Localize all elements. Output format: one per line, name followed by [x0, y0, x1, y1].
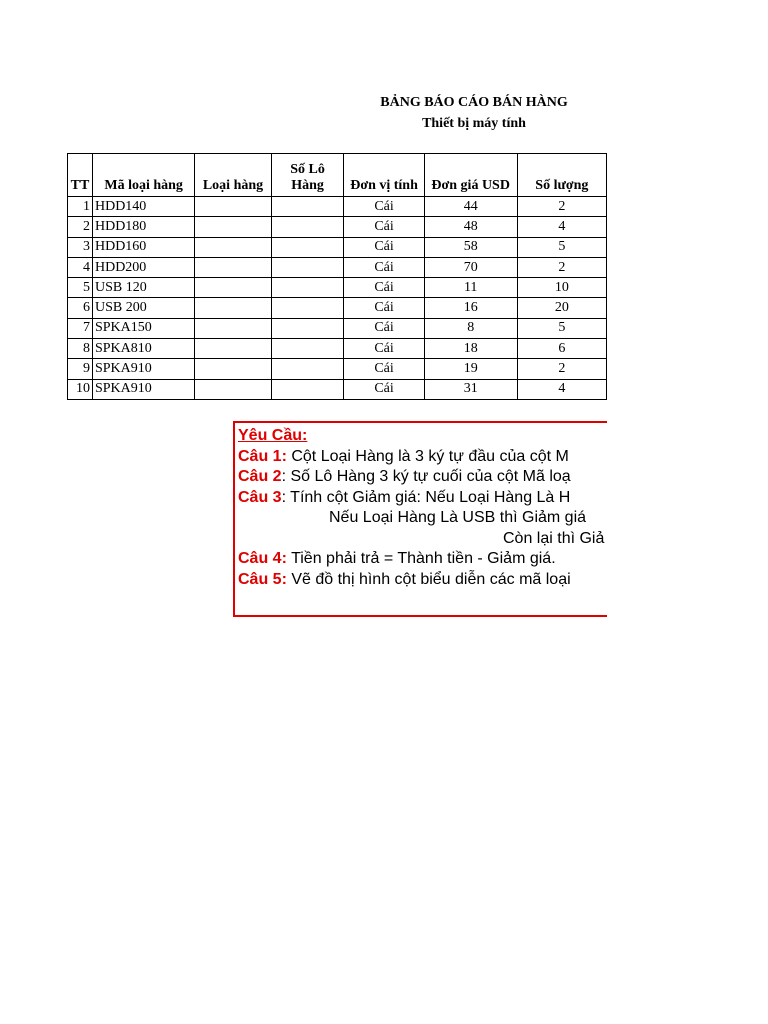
- cell-don-vi-tinh: Cái: [344, 298, 424, 318]
- cell-ma-loai-hang: USB 120: [92, 278, 194, 298]
- header-so-lo-hang: Số Lô Hàng: [271, 154, 344, 197]
- cell-loai-hang: [195, 298, 271, 318]
- cell-tt: 1: [68, 197, 93, 217]
- cell-so-lo-hang: [271, 359, 344, 379]
- cell-loai-hang: [195, 197, 271, 217]
- cell-so-luong: 2: [517, 359, 606, 379]
- cell-so-lo-hang: [271, 278, 344, 298]
- cell-so-lo-hang: [271, 197, 344, 217]
- cell-so-luong: 4: [517, 217, 606, 237]
- cell-tt: 6: [68, 298, 93, 318]
- header-don-gia-usd: Đơn giá USD: [424, 154, 517, 197]
- cell-tt: 10: [68, 379, 93, 399]
- cell-don-gia-usd: 19: [424, 359, 517, 379]
- cell-so-lo-hang: [271, 217, 344, 237]
- cell-don-vi-tinh: Cái: [344, 379, 424, 399]
- header-tt: TT: [68, 154, 93, 197]
- cell-so-lo-hang: [271, 257, 344, 277]
- table-row: [68, 278, 607, 298]
- cell-don-gia-usd: 44: [424, 197, 517, 217]
- report-subtitle: Thiết bị máy tính: [422, 116, 526, 131]
- cell-so-lo-hang: [271, 318, 344, 338]
- header-ma-loai-hang: Mã loại hàng: [92, 154, 194, 197]
- cell-don-vi-tinh: Cái: [344, 197, 424, 217]
- cell-don-vi-tinh: Cái: [344, 339, 424, 359]
- header-don-vi-tinh: Đơn vị tính: [344, 154, 424, 197]
- report-title: BẢNG BÁO CÁO BÁN HÀNG: [380, 95, 568, 110]
- q3-text: : Tính cột Giảm giá: Nếu Loại Hàng Là H: [281, 488, 571, 506]
- cell-don-vi-tinh: Cái: [344, 318, 424, 338]
- cell-tt: 8: [68, 339, 93, 359]
- cell-ma-loai-hang: SPKA910: [92, 379, 194, 399]
- cell-don-gia-usd: 16: [424, 298, 517, 318]
- cell-tt: 2: [68, 217, 93, 237]
- table-row: [68, 379, 607, 399]
- cell-loai-hang: [195, 359, 271, 379]
- cell-so-luong: 6: [517, 339, 606, 359]
- cell-ma-loai-hang: HDD180: [92, 217, 194, 237]
- cell-don-vi-tinh: Cái: [344, 217, 424, 237]
- cell-loai-hang: [195, 237, 271, 257]
- cell-don-gia-usd: 31: [424, 379, 517, 399]
- table-header-row: [68, 154, 607, 197]
- cell-tt: 4: [68, 257, 93, 277]
- requirements-box: [233, 421, 607, 617]
- cell-don-gia-usd: 8: [424, 318, 517, 338]
- cell-don-gia-usd: 58: [424, 237, 517, 257]
- cell-ma-loai-hang: HDD200: [92, 257, 194, 277]
- q3-label: Câu 3: [238, 488, 282, 506]
- cell-don-gia-usd: 70: [424, 257, 517, 277]
- cell-so-luong: 4: [517, 379, 606, 399]
- cell-so-luong: 5: [517, 237, 606, 257]
- cell-so-luong: 10: [517, 278, 606, 298]
- q5-label: Câu 5:: [238, 570, 287, 588]
- cell-so-luong: 2: [517, 197, 606, 217]
- cell-don-gia-usd: 48: [424, 217, 517, 237]
- cell-tt: 7: [68, 318, 93, 338]
- cell-don-gia-usd: 11: [424, 278, 517, 298]
- cell-ma-loai-hang: SPKA910: [92, 359, 194, 379]
- cell-loai-hang: [195, 379, 271, 399]
- table-row: [68, 237, 607, 257]
- cell-loai-hang: [195, 278, 271, 298]
- cell-so-lo-hang: [271, 237, 344, 257]
- cell-ma-loai-hang: SPKA150: [92, 318, 194, 338]
- cell-don-vi-tinh: Cái: [344, 257, 424, 277]
- q3-line2: Nếu Loại Hàng Là USB thì Giảm giá: [329, 509, 587, 526]
- table-row: [68, 197, 607, 217]
- q1-label: Câu 1:: [238, 447, 287, 465]
- cell-ma-loai-hang: HDD160: [92, 237, 194, 257]
- header-so-luong: Số lượng: [517, 154, 606, 197]
- q2-text: : Số Lô Hàng 3 ký tự cuối của cột Mã loạ: [281, 468, 571, 485]
- cell-ma-loai-hang: HDD140: [92, 197, 194, 217]
- table-row: [68, 257, 607, 277]
- sales-table: [67, 153, 607, 400]
- cell-don-gia-usd: 18: [424, 339, 517, 359]
- table-row: [68, 339, 607, 359]
- cell-tt: 9: [68, 359, 93, 379]
- table-row: [68, 217, 607, 237]
- cell-ma-loai-hang: SPKA810: [92, 339, 194, 359]
- q3-line3: Còn lại thì Giả: [503, 529, 605, 547]
- cell-loai-hang: [195, 257, 271, 277]
- table-row: [68, 318, 607, 338]
- cell-so-luong: 2: [517, 257, 606, 277]
- q4-text: Tiền phải trả = Thành tiền - Giảm giá.: [286, 550, 556, 567]
- requirements-heading: Yêu Cầu:: [238, 427, 308, 444]
- table-row: [68, 359, 607, 379]
- cell-ma-loai-hang: USB 200: [92, 298, 194, 318]
- cell-don-vi-tinh: Cái: [344, 278, 424, 298]
- cell-so-luong: 20: [517, 298, 606, 318]
- cell-so-lo-hang: [271, 379, 344, 399]
- cell-loai-hang: [195, 217, 271, 237]
- cell-loai-hang: [195, 339, 271, 359]
- cell-don-vi-tinh: Cái: [344, 359, 424, 379]
- cell-loai-hang: [195, 318, 271, 338]
- q2-label: Câu 2: [238, 468, 282, 485]
- cell-so-lo-hang: [271, 298, 344, 318]
- q5-text: Vẽ đồ thị hình cột biểu diễn các mã loại: [286, 570, 571, 588]
- q4-label: Câu 4:: [238, 550, 287, 567]
- table-row: [68, 298, 607, 318]
- cell-so-lo-hang: [271, 339, 344, 359]
- header-loai-hang: Loại hàng: [195, 154, 271, 197]
- cell-so-luong: 5: [517, 318, 606, 338]
- table-body: [68, 197, 607, 400]
- cell-don-vi-tinh: Cái: [344, 237, 424, 257]
- cell-tt: 5: [68, 278, 93, 298]
- q1-text: Cột Loại Hàng là 3 ký tự đầu của cột M: [286, 447, 569, 465]
- cell-tt: 3: [68, 237, 93, 257]
